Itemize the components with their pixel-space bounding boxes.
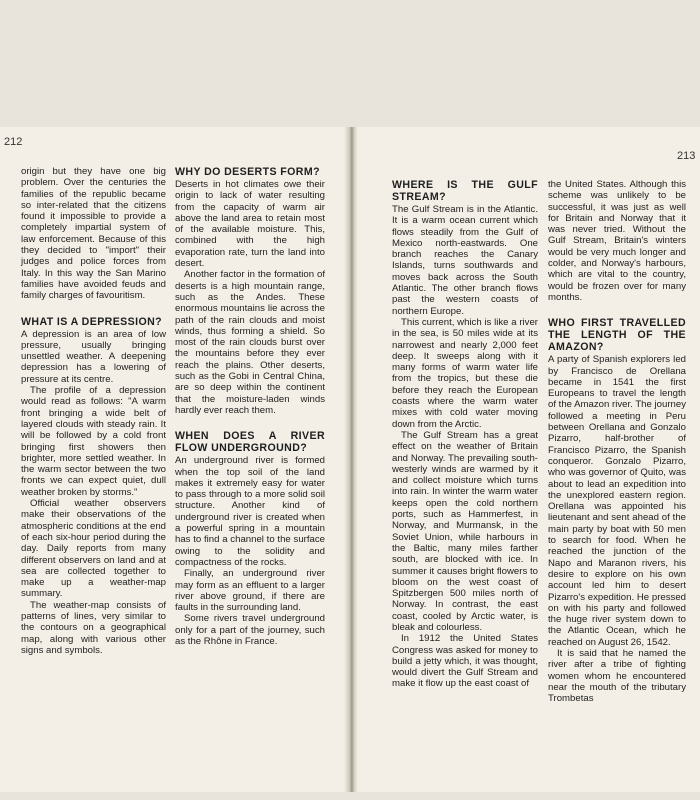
deserts-paragraph: Another factor in the formation of deserts is a high mountain range, such as the Andes. These enormous mountains lie across the path of the rain clouds and moist winds, thus forming a shield. So most of the rain clouds burst over the mountains before they ever reach the plains. Other deserts, such as the Gobi in Central China, are so deep within the continent that the moisture-laden winds hardly ever reach them. [175,269,325,416]
underground-river-paragraph: Some rivers travel underground only for a part of the journey, such as the Rhône in France. [175,613,325,647]
right-column-1 [392,179,538,690]
underground-river-heading: WHEN DOES A RIVER FLOW UNDERGROUND? [175,430,325,455]
gulf-stream-paragraph: This current, which is like a river in the sea, is 50 miles wide at its narrowest and nearly 2,000 feet deep. It sweeps along with it many forms of warm water life from the tropics, but these die before they reach the European coasts where the warm water mixes with cold water moving down from the Arctic. [392,316,538,430]
amazon-paragraph: A party of Spanish explorers led by Francisco de Orellana became in 1541 the first Europeans to travel the length of the Amazon river. The journey followed a meeting in Peru between Orellana and Gonzalo Pizarro, half-brother of Francisco Pizarro, the Spanish conqueror. Gonzalo Pizarro, who was governor of Quito, was about to lead an expedition into the unexplored eastern region. Orellana was appointed his lieutenant and sent ahead of the main party by boat with 50 men to search for food. When he reached the junction of the Napo and Maranon rivers, his desire to explore on his own account led him to desert Pizarro's expedition. He pressed on with his party and followed the huge river system down to the Atlantic Ocean, which he reached on August 26, 1542. [548,354,686,648]
depression-paragraph: The profile of a depression would read as follows: "A warm front bringing a wide belt of layered clouds with steady rain. It will be followed by a cold front bringing first showers then brighter, more settled weather. In the warm sector between the two fronts we can expect quiet, dull weather broken by storms." [21,385,166,498]
book-gutter [344,127,358,792]
left-column-2 [175,166,325,647]
amazon-section [548,317,686,704]
right-column-2 [548,179,686,704]
gulf-stream-heading: WHERE IS THE GULF STREAM? [392,179,538,203]
left-page-number: 212 [4,136,23,148]
deserts-section [175,166,325,416]
left-column-1 [21,166,166,656]
depression-paragraph: Official weather observers make their observations of the atmospheric conditions at the end of each six-hour period during the day. Daily reports from many different observers on land and at sea are collected together to make up a weather-map summary. [21,498,166,600]
depression-paragraph: The weather-map consists of patterns of lines, very similar to the contours on a geographical map, along with various other signs and symbols. [21,599,166,656]
gulf-stream-section [392,179,538,690]
underground-river-paragraph: Finally, an underground river may form as an effluent to a larger river above ground, if there are faults in the surrounding land. [175,568,325,614]
right-page-number: 213 [677,150,696,162]
deserts-paragraph: Deserts in hot climates owe their origin to lack of water resulting from the capacity of warm air above the land area to retain most of the available moisture. This, combined with the high evaporation rate, turn the land into desert. [175,179,325,270]
right-col2-intro: the United States. Although this scheme was unlikely to be successful, it was just as well for Britain and Norway that it was never tried. Without the Gulf Stream, Britain's winters would be very much longer and colder, and Norway's harbours, which are vital to the country, would be frozen over for many months. [548,179,686,303]
left-col1-intro: origin but they have one big problem. Over the centuries the families of the republic became so inter-related that the citizens found it impossible to provide a completely impartial system of law enforcement. Because of this they decided to "import" their judges and police forces from Italy. In this way the San Marino families have avoided feuds and family charges of favouritism. [21,166,166,302]
depression-section [21,316,166,657]
gulf-stream-paragraph: In 1912 the United States Congress was asked for money to build a jetty which, it was thought, would divert the Gulf Stream and make it flow up the east coast of [392,633,538,690]
gulf-stream-paragraph: The Gulf Stream is in the Atlantic. It is a warm ocean current which flows steadily from the Gulf of Mexico north-eastwards. One branch reaches the Canary Islands, turns southwards and moves back across the South Atlantic. The other branch flows past the western coasts of northern Europe. [392,204,538,317]
amazon-paragraph: It is said that he named the river after a tribe of fighting women whom he encountered near the mouth of the tributary Trombetas [548,647,686,705]
underground-river-section [175,430,325,647]
gulf-stream-paragraph: The Gulf Stream has a great effect on the weather of Britain and Norway. The prevailing south-westerly winds are warmed by it and collect moisture which turns into rain. In winter the warm water keeps open the cold northern ports, such as Hammerfest, in Norway, and Murmansk, in the Soviet Union, while harbours in the Baltic, many miles farther south, are blocked with ice. In summer it causes bright flowers to bloom on the west coast of Spitzbergen 500 miles north of Norway. In contrast, the east coast, cooled by Arctic water, is bleak and colourless. [392,429,538,633]
amazon-heading: WHO FIRST TRAVELLED THE LENGTH OF THE AMAZON? [548,317,686,354]
depression-heading: WHAT IS A DEPRESSION? [21,315,163,328]
depression-paragraph: A depression is an area of low pressure, usually bringing unsettled weather. A deepening depression has a lowering of pressure at its centre. [21,328,166,385]
underground-river-paragraph: An underground river is formed when the top soil of the land makes it extremely easy for water to pass through to a more solid soil structure. Another kind of underground river is created when a powerful spring in a mountain has to find a channel to the surface owing to the solidity and compactness of the rocks. [175,455,325,568]
deserts-heading: WHY DO DESERTS FORM? [175,166,320,178]
